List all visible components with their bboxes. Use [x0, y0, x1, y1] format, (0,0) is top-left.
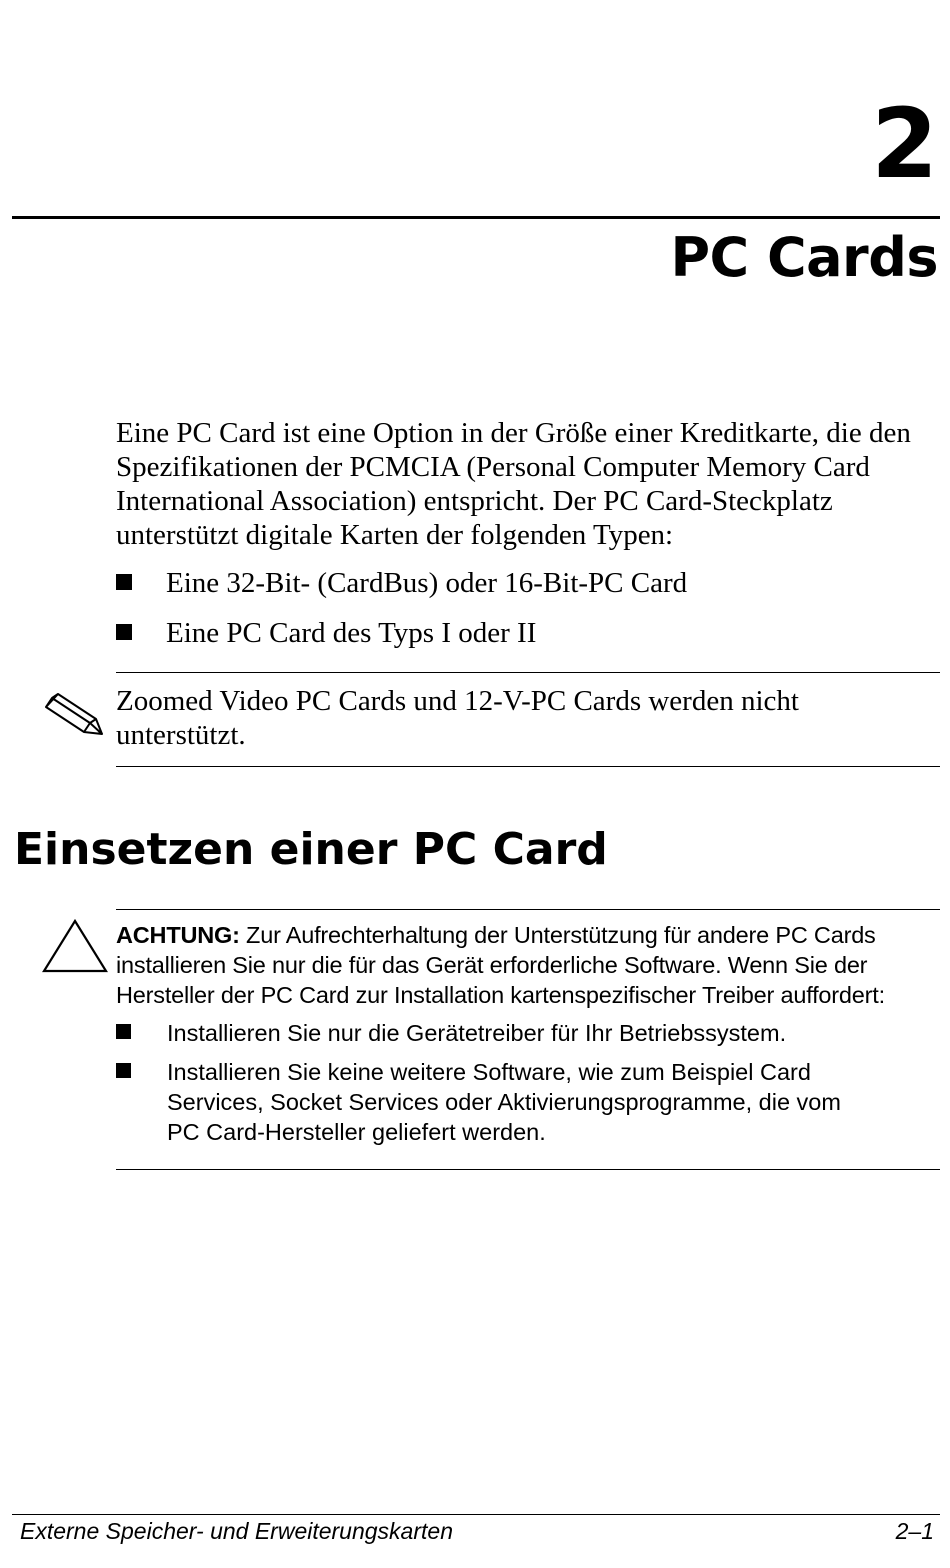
pencil-note-icon — [44, 690, 106, 738]
section-heading: Einsetzen einer PC Card — [14, 824, 608, 875]
note-top-rule — [116, 672, 940, 673]
title-rule — [12, 216, 940, 219]
bullet-square-icon — [116, 1063, 131, 1078]
chapter-number: 2 — [871, 88, 938, 200]
list-item-text: Eine 32-Bit- (CardBus) oder 16-Bit-PC Card — [166, 567, 688, 599]
footer-rule — [12, 1514, 940, 1515]
note-text: Zoomed Video PC Cards und 12-V-PC Cards werden nicht unterstützt. — [116, 685, 799, 751]
caution-top-rule — [116, 909, 940, 910]
caution-text — [116, 920, 946, 1010]
list-item-text: Installieren Sie keine weitere Software, wie zum Beispiel Card Services, Socket Services oder Aktivierungsprogramme, die vom PC Card-Hersteller geliefert werden. — [167, 1059, 841, 1145]
footer-title: Externe Speicher- und Erweiterungskarten — [20, 1518, 453, 1544]
warning-triangle-icon — [42, 918, 108, 974]
caution-label: ACHTUNG: — [116, 922, 240, 948]
chapter-title: PC Cards — [670, 226, 938, 289]
intro-paragraph: Eine PC Card ist eine Option in der Größe einer Kreditkarte, die den Spezifikationen der PCMCIA (Personal Computer Memory Card International Association) entspricht. Der PC Card-Steckplatz unterstützt digitale Karten der folgenden Typen: — [116, 417, 911, 551]
bullet-square-icon — [116, 624, 132, 640]
note-bottom-rule — [116, 766, 940, 767]
list-item-text: Installieren Sie nur die Gerätetreiber für Ihr Betriebssystem. — [167, 1020, 787, 1046]
bullet-square-icon — [116, 574, 132, 590]
list-item — [116, 1057, 876, 1147]
list-item — [116, 566, 941, 600]
list-item — [116, 1018, 946, 1048]
caution-body: Zur Aufrechterhaltung der Unterstützung für andere PC Cards installieren Sie nur die für das Gerät erforderliche Software. Wenn Sie der Hersteller der PC Card zur Installation kartenspezifischer Treiber auffordert: — [116, 922, 885, 1008]
page-number: 2–1 — [895, 1518, 934, 1544]
bullet-square-icon — [116, 1024, 131, 1039]
list-item-text: Eine PC Card des Typs I oder II — [166, 617, 537, 649]
caution-bottom-rule — [116, 1169, 940, 1170]
list-item — [116, 616, 941, 650]
